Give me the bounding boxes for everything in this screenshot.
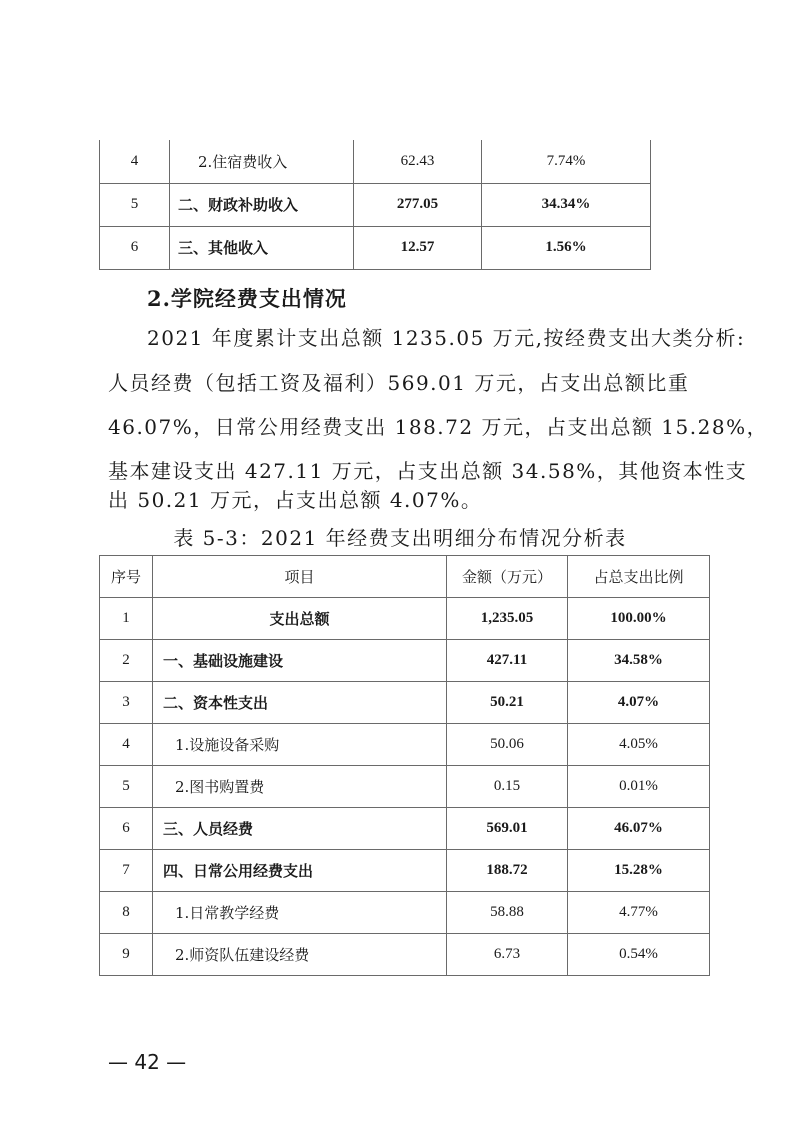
item-cell: 1.设施设备采购 <box>153 724 447 766</box>
page-number: — 42 — <box>108 1050 187 1074</box>
ratio-cell: 100.00% <box>568 598 710 640</box>
ratio-cell: 46.07% <box>568 808 710 850</box>
amount-cell: 0.15 <box>447 766 568 808</box>
seq-cell: 4 <box>100 724 153 766</box>
item-cell: 2.图书购置费 <box>153 766 447 808</box>
paragraph-line: 46.07%，日常公用经费支出 188.72 万元，占支出总额 15.28%， <box>108 415 769 439</box>
item-cell: 2.师资队伍建设经费 <box>153 934 447 976</box>
amount-cell: 188.72 <box>447 850 568 892</box>
item-cell: 二、财政补助收入 <box>170 183 354 226</box>
item-cell: 支出总额 <box>153 598 447 640</box>
table-row <box>100 640 710 682</box>
paragraph-line: 人员经费（包括工资及福利）569.01 万元，占支出总额比重 <box>108 371 690 395</box>
ratio-cell: 1.56% <box>482 226 651 269</box>
seq-cell: 5 <box>100 766 153 808</box>
amount-cell: 50.21 <box>447 682 568 724</box>
seq-cell: 1 <box>100 598 153 640</box>
table-header-row <box>100 556 710 598</box>
paragraph-line: 基本建设支出 427.11 万元，占支出总额 34.58%，其他资本性支 <box>108 459 748 483</box>
table-row <box>100 808 710 850</box>
table-row <box>100 183 651 226</box>
income-table <box>99 140 651 270</box>
header-item: 项目 <box>153 556 447 598</box>
amount-cell: 1,235.05 <box>447 598 568 640</box>
ratio-cell: 34.34% <box>482 183 651 226</box>
item-cell: 一、基础设施建设 <box>153 640 447 682</box>
paragraph-line: 出 50.21 万元，占支出总额 4.07%。 <box>108 488 483 512</box>
item-cell: 三、其他收入 <box>170 226 354 269</box>
table-row <box>100 850 710 892</box>
item-cell: 四、日常公用经费支出 <box>153 850 447 892</box>
seq-cell: 6 <box>100 808 153 850</box>
seq-cell: 5 <box>100 183 170 226</box>
amount-cell: 62.43 <box>354 140 482 183</box>
paragraph-line: 2021 年度累计支出总额 1235.05 万元,按经费支出大类分析: <box>147 326 746 350</box>
table-row <box>100 934 710 976</box>
table-caption: 表 5-3：2021 年经费支出明细分布情况分析表 <box>173 526 627 550</box>
seq-cell: 6 <box>100 226 170 269</box>
item-cell: 二、资本性支出 <box>153 682 447 724</box>
ratio-cell: 15.28% <box>568 850 710 892</box>
header-amount: 金额（万元） <box>447 556 568 598</box>
ratio-cell: 34.58% <box>568 640 710 682</box>
seq-cell: 7 <box>100 850 153 892</box>
ratio-cell: 7.74% <box>482 140 651 183</box>
header-seq: 序号 <box>100 556 153 598</box>
amount-cell: 58.88 <box>447 892 568 934</box>
header-ratio: 占总支出比例 <box>568 556 710 598</box>
ratio-cell: 4.77% <box>568 892 710 934</box>
amount-cell: 277.05 <box>354 183 482 226</box>
ratio-cell: 0.01% <box>568 766 710 808</box>
amount-cell: 6.73 <box>447 934 568 976</box>
seq-cell: 9 <box>100 934 153 976</box>
ratio-cell: 0.54% <box>568 934 710 976</box>
table-row <box>100 598 710 640</box>
item-cell: 三、人员经费 <box>153 808 447 850</box>
seq-cell: 8 <box>100 892 153 934</box>
seq-cell: 3 <box>100 682 153 724</box>
table-row <box>100 226 651 269</box>
ratio-cell: 4.07% <box>568 682 710 724</box>
amount-cell: 12.57 <box>354 226 482 269</box>
table-row <box>100 892 710 934</box>
table-row <box>100 682 710 724</box>
table-row <box>100 140 651 183</box>
item-cell: 1.日常教学经费 <box>153 892 447 934</box>
item-cell: 2.住宿费收入 <box>170 140 354 183</box>
table-row <box>100 766 710 808</box>
amount-cell: 50.06 <box>447 724 568 766</box>
seq-cell: 4 <box>100 140 170 183</box>
amount-cell: 427.11 <box>447 640 568 682</box>
section-heading: 2.学院经费支出情况 <box>147 286 347 311</box>
expense-table <box>99 555 710 976</box>
seq-cell: 2 <box>100 640 153 682</box>
amount-cell: 569.01 <box>447 808 568 850</box>
table-row <box>100 724 710 766</box>
ratio-cell: 4.05% <box>568 724 710 766</box>
